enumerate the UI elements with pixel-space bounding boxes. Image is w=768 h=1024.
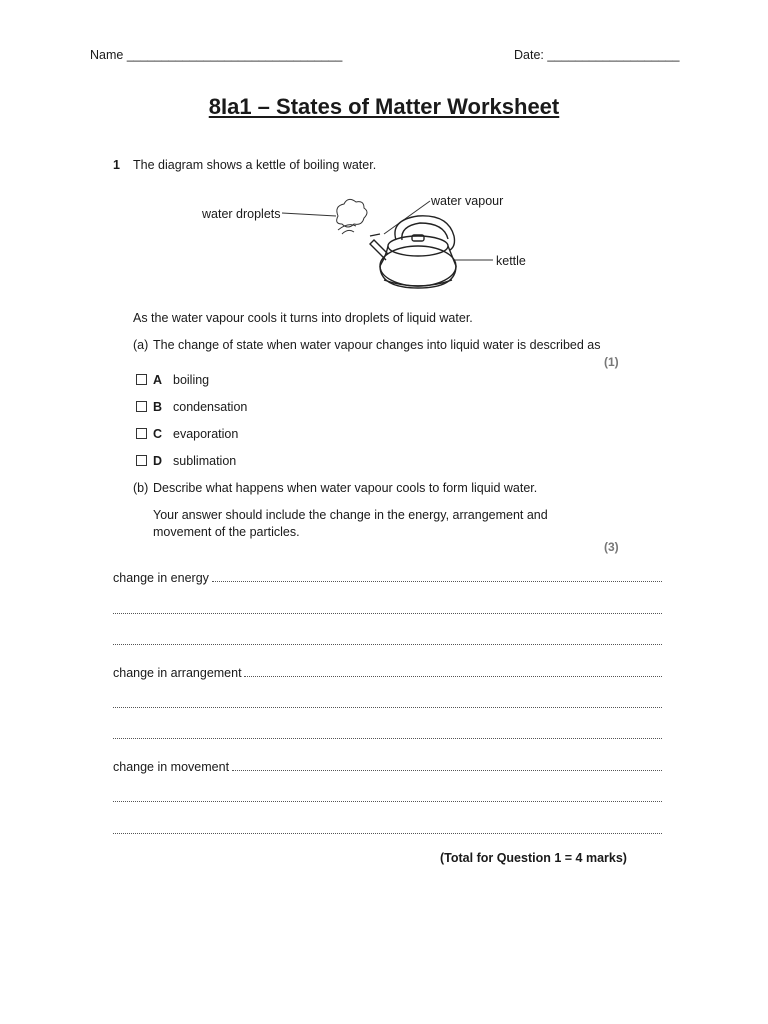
option-b[interactable] bbox=[136, 400, 247, 414]
checkbox-d[interactable] bbox=[136, 455, 147, 466]
part-a-label: (a) bbox=[133, 338, 149, 352]
label-water-droplets: water droplets bbox=[202, 207, 281, 221]
option-d-letter: D bbox=[153, 454, 163, 468]
part-a-marks: (1) bbox=[604, 355, 619, 369]
answer-line-arrangement-3[interactable] bbox=[113, 738, 662, 739]
option-c-letter: C bbox=[153, 427, 163, 441]
name-field[interactable]: Name _______________________________ bbox=[90, 48, 343, 62]
answer-line-arrangement-1[interactable] bbox=[244, 676, 662, 677]
question-number: 1 bbox=[113, 158, 120, 172]
option-a-letter: A bbox=[153, 373, 163, 387]
checkbox-b[interactable] bbox=[136, 401, 147, 412]
prompt-change-in-arrangement: change in arrangement bbox=[113, 666, 242, 680]
checkbox-a[interactable] bbox=[136, 374, 147, 385]
answer-line-arrangement-2[interactable] bbox=[113, 707, 662, 708]
label-kettle: kettle bbox=[496, 254, 526, 268]
date-field[interactable]: Date: ___________________ bbox=[514, 48, 680, 62]
label-water-vapour: water vapour bbox=[431, 194, 504, 208]
question-intro: The diagram shows a kettle of boiling water. bbox=[133, 158, 377, 172]
checkbox-c[interactable] bbox=[136, 428, 147, 439]
answer-line-movement-3[interactable] bbox=[113, 833, 662, 834]
option-c-text: evaporation bbox=[173, 427, 239, 441]
part-b-note-line2: movement of the particles. bbox=[153, 525, 300, 539]
answer-line-movement-1[interactable] bbox=[232, 770, 662, 771]
option-b-text: condensation bbox=[173, 400, 248, 414]
answer-line-energy-1[interactable] bbox=[212, 581, 662, 582]
option-a-text: boiling bbox=[173, 373, 210, 387]
prompt-change-in-movement: change in movement bbox=[113, 760, 230, 774]
part-a-text: The change of state when water vapour changes into liquid water is described as bbox=[153, 338, 601, 352]
part-b-marks: (3) bbox=[604, 540, 619, 554]
option-b-letter: B bbox=[153, 400, 163, 414]
page-title: 8Ia1 – States of Matter Worksheet bbox=[208, 94, 560, 119]
option-a[interactable] bbox=[136, 373, 209, 387]
answer-line-energy-2[interactable] bbox=[113, 613, 662, 614]
part-b-label: (b) bbox=[133, 481, 149, 495]
option-d[interactable] bbox=[136, 454, 236, 468]
prompt-change-in-energy: change in energy bbox=[113, 571, 209, 585]
part-b-note-line1: Your answer should include the change in the energy, arrangement and bbox=[153, 508, 548, 522]
answer-line-movement-2[interactable] bbox=[113, 801, 662, 802]
question-statement: As the water vapour cools it turns into droplets of liquid water. bbox=[133, 311, 473, 325]
option-d-text: sublimation bbox=[173, 454, 237, 468]
answer-line-energy-3[interactable] bbox=[113, 644, 662, 645]
part-b-text: Describe what happens when water vapour cools to form liquid water. bbox=[153, 481, 538, 495]
option-c[interactable] bbox=[136, 427, 238, 441]
question-total: (Total for Question 1 = 4 marks) bbox=[440, 851, 627, 865]
